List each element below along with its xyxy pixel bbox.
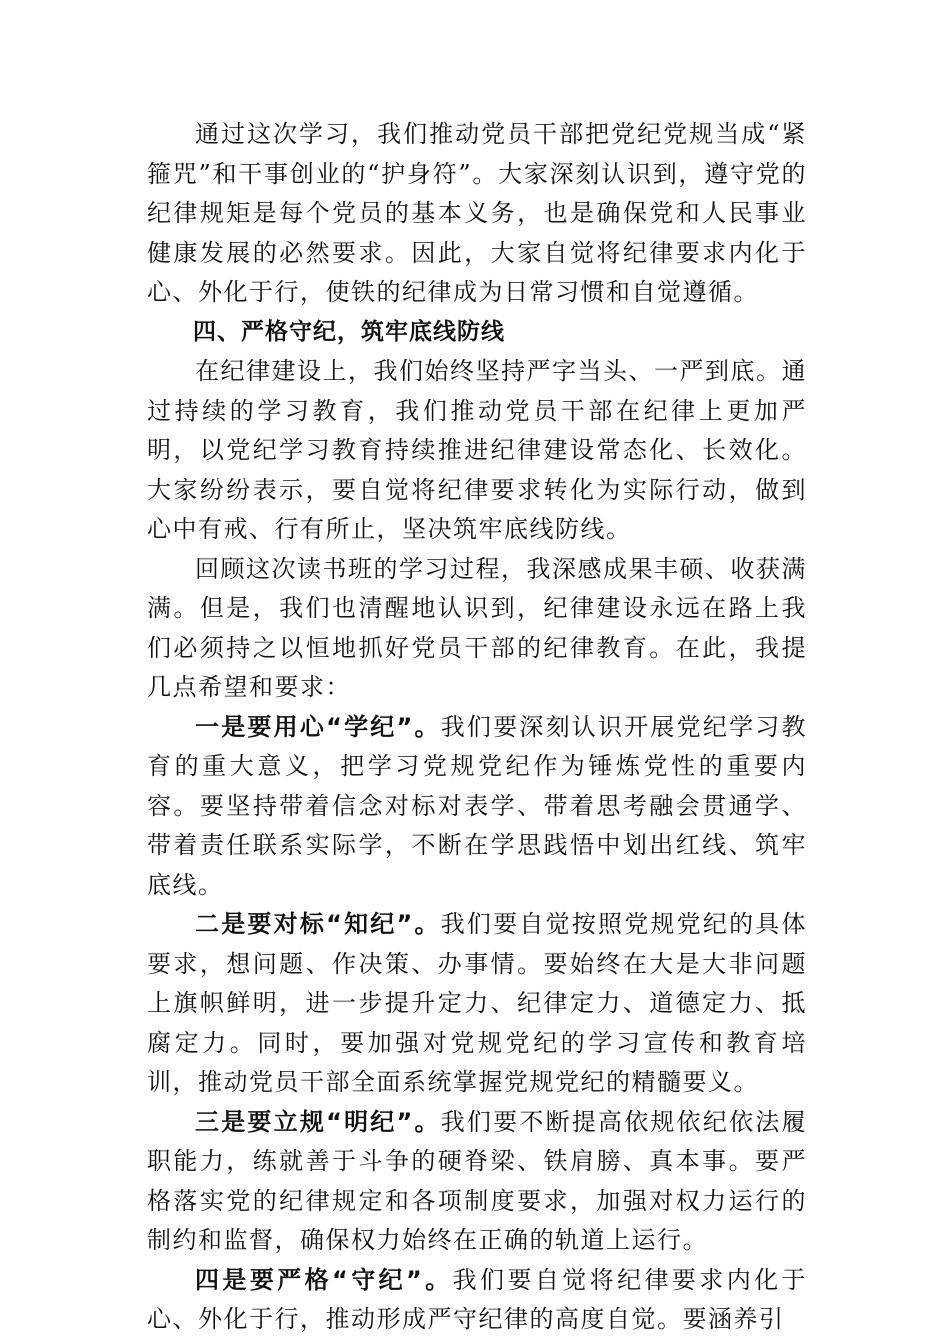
paragraph-text: 我们要自觉按照党规党纪的具体要求，想问题、作决策、办事情。要始终在大是大非问题上旗帜鲜明，进一步提升定力、纪律定力、道德定力、抵腐定力。同时，要加强对党规党纪的学习宣传和教育培训，推动党员干部全面系统掌握党规党纪的精髓要义。 — [147, 910, 808, 1096]
paragraph-lead: 二是要对标“知纪”。 — [195, 910, 441, 938]
paragraph-text: 我们要深刻认识开展党纪学习教育的重大意义，把学习党规党纪作为锤炼党性的重要内容。要坚持带着信念对标对表学、带着思考融会贯通学、带着责任联系实际学，不断在学思践悟中划出红线、筑牢底线。 — [147, 712, 808, 899]
paragraph-text: 我们要不断提高依规依纪依法履职能力，练就善于斗争的硬脊梁、铁肩膀、真本事。要严格落实党的纪律规定和各项制度要求，加强对权力运行的制约和监督，确保权力始终在正确的轨道上运行。 — [147, 1107, 808, 1254]
paragraph-lead: 四是要严格“守纪”。 — [195, 1265, 453, 1294]
paragraph-study-outcome — [147, 115, 807, 313]
section-heading-text: 四、严格守纪，筑牢底线防线 — [193, 318, 505, 345]
document-page — [147, 115, 807, 1340]
paragraph-lead: 一是要用心“学纪”。 — [195, 712, 441, 741]
paragraph-requirement-1 — [147, 708, 807, 906]
paragraph-requirement-4 — [147, 1261, 807, 1340]
paragraph-text: 我们要自觉将纪律要求内化于心、外化于行，推动形成严守纪律的高度自觉。要涵养引 — [147, 1265, 808, 1333]
paragraph-text: 回顾这次读书班的学习过程，我深感成果丰硕、收获满满。但是，我们也清醒地认识到，纪律建设永远在路上我们必须持之以恒地抓好党员干部的纪律教育。在此，我提几点希望和要求： — [147, 554, 807, 701]
paragraph-requirement-2 — [147, 905, 807, 1103]
paragraph-lead: 三是要立规“明纪”。 — [195, 1107, 441, 1136]
paragraph-review — [147, 550, 807, 708]
paragraph-text: 在纪律建设上，我们始终坚持严字当头、一严到底。通过持续的学习教育，我们推动党员干部在纪律上更加严明，以党纪学习教育持续推进纪律建设常态化、长效化。大家纷纷表示，要自觉将纪律要求转化为实际行动，做到心中有戒、行有所止，坚决筑牢底线防线。 — [147, 357, 807, 543]
paragraph-requirement-3 — [147, 1103, 807, 1261]
section-heading — [147, 313, 807, 353]
paragraph-discipline-building — [147, 352, 807, 550]
paragraph-text: 通过这次学习，我们推动党员干部把党纪党规当成“紧箍咒”和干事创业的“护身符”。大家深刻认识到，遵守党的纪律规矩是每个党员的基本义务，也是确保党和人民事业健康发展的必然要求。因此，大家自觉将纪律要求内化于心、外化于行，使铁的纪律成为日常习惯和自觉遵循。 — [147, 120, 807, 306]
